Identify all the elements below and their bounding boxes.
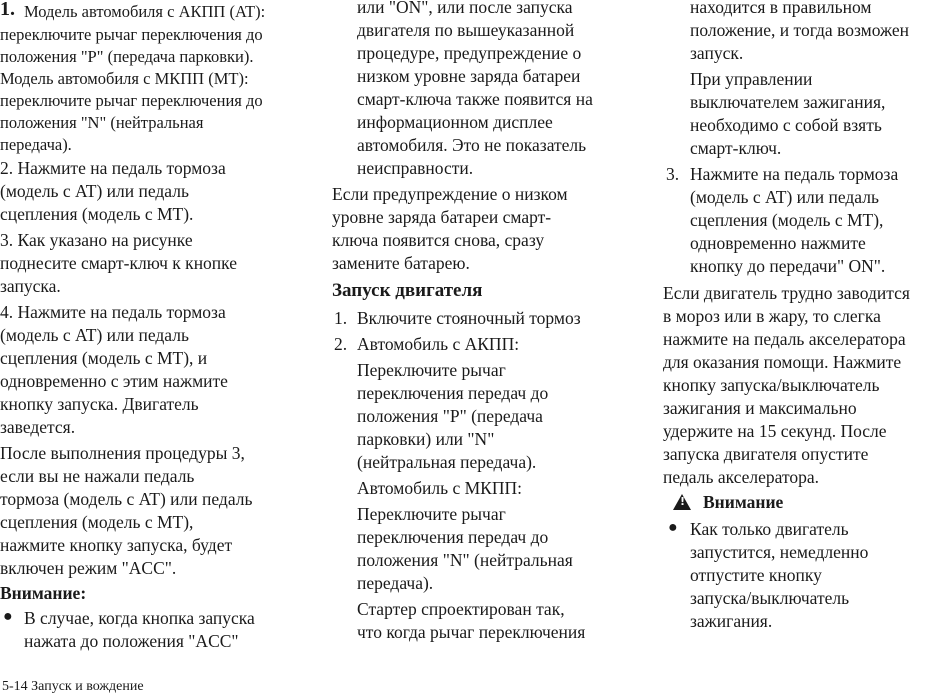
continued-line: процедуре, предупреждение о xyxy=(357,43,582,63)
cold-start-line: педаль акселератора. xyxy=(663,467,820,487)
section-heading: Запуск двигателя xyxy=(332,280,483,301)
mt-instruction-line: Переключите рычаг xyxy=(357,504,506,524)
continued-line: смарт-ключа также появится на xyxy=(357,89,593,109)
continued-line: информационном дисплее xyxy=(357,112,553,132)
caution-bullet-line: запустится, немедленно xyxy=(690,542,869,562)
continued-line: низком уровне заряда батареи xyxy=(357,66,581,86)
battery-warning-line: Если предупреждение о низком xyxy=(332,184,568,204)
item1-number: 1. xyxy=(334,308,348,328)
after-step-line: если вы не нажали педаль xyxy=(0,466,195,486)
continued-line: положение, и тогда возможен xyxy=(690,20,910,40)
mt-instruction-line: передача). xyxy=(357,573,434,593)
after-step-line: нажмите кнопку запуска, будет xyxy=(0,535,233,555)
step1-line: передача). xyxy=(0,135,72,154)
item2-text: Автомобиль с АКПП: xyxy=(357,334,520,354)
item3-line: кнопку до передачи" ON". xyxy=(690,256,886,276)
step4-line: 4. Нажмите на педаль тормоза xyxy=(0,302,226,322)
caution-heading: Внимание xyxy=(703,492,784,512)
mt-instruction-line: положения "N" (нейтральная xyxy=(357,550,573,570)
continued-line: двигателя по вышеуказанной xyxy=(357,20,575,40)
ignition-note-line: При управлении xyxy=(690,69,813,89)
step1-line: положения "P" (передача парковки). xyxy=(0,47,254,66)
step2-line: (модель с AT) или педаль xyxy=(0,181,189,201)
cold-start-line: для оказания помощи. Нажмите xyxy=(663,352,902,372)
item3-line: сцепления (модель с MT), xyxy=(690,210,884,230)
continued-line: запуск. xyxy=(690,43,744,63)
step3-line: 3. Как указано на рисунке xyxy=(0,230,193,250)
battery-warning-line: уровне заряда батареи смарт- xyxy=(332,207,552,227)
at-instruction-line: переключения передач до xyxy=(357,383,549,403)
item1-text: Включите стояночный тормоз xyxy=(357,308,581,328)
page-footer: 5-14 Запуск и вождение xyxy=(2,679,144,694)
cold-start-line: в мороз или в жару, то слегка xyxy=(663,306,881,326)
item2-number: 2. xyxy=(334,334,348,354)
step1-line: Модель автомобиля с АКПП (AT): xyxy=(24,2,266,21)
step4-line: одновременно с этим нажмите xyxy=(0,371,228,391)
step4-line: сцепления (модель с MT), и xyxy=(0,348,208,368)
step2-line: 2. Нажмите на педаль тормоза xyxy=(0,158,226,178)
item3-line: Нажмите на педаль тормоза xyxy=(690,164,899,184)
ignition-note-line: смарт-ключ. xyxy=(690,138,782,158)
at-instruction-line: положения "P" (передача xyxy=(357,406,543,426)
attention-bullet-line: нажата до положения "ACC" xyxy=(24,631,239,651)
step1-line: Модель автомобиля с МКПП (MT): xyxy=(0,69,249,88)
at-instruction-line: (нейтральная передача). xyxy=(357,452,537,472)
starter-line: Стартер спроектирован так, xyxy=(357,599,565,619)
after-step-line: тормоза (модель с AT) или педаль xyxy=(0,489,253,509)
step4-line: заведется. xyxy=(0,417,76,437)
cold-start-line: зажигания и максимально xyxy=(663,398,857,418)
bullet-icon: ● xyxy=(668,519,678,536)
battery-warning-line: ключа появится снова, сразу xyxy=(332,230,545,250)
cold-start-line: нажмите на педаль акселератора xyxy=(663,329,906,349)
step1-line: переключите рычаг переключения до xyxy=(0,25,263,44)
continued-line: автомобиля. Это не показатель xyxy=(357,135,587,155)
step4-line: (модель с AT) или педаль xyxy=(0,325,189,345)
cold-start-line: Если двигатель трудно заводится xyxy=(663,283,910,303)
caution-bullet-line: Как только двигатель xyxy=(690,519,849,539)
ignition-note-line: необходимо с собой взять xyxy=(690,115,882,135)
step1-number: 1. xyxy=(0,0,15,20)
attention-heading: Внимание: xyxy=(0,583,87,603)
continued-line: или "ON", или после запуска xyxy=(357,0,573,17)
after-step-line: После выполнения процедуры 3, xyxy=(0,443,245,463)
after-step-line: сцепления (модель с MT), xyxy=(0,512,194,532)
at-instruction-line: парковки) или "N" xyxy=(357,429,495,449)
item3-line: (модель с AT) или педаль xyxy=(690,187,879,207)
battery-warning-line: замените батарею. xyxy=(332,253,470,273)
attention-bullet-line: В случае, когда кнопка запуска xyxy=(24,608,255,628)
cold-start-line: кнопку запуска/выключатель xyxy=(663,375,880,395)
step3-line: поднесите смарт-ключ к кнопке xyxy=(0,253,238,273)
bullet-icon: ● xyxy=(3,608,13,625)
mt-instruction-line: переключения передач до xyxy=(357,527,549,547)
caution-bullet-line: зажигания. xyxy=(690,611,773,631)
step3-line: запуска. xyxy=(0,276,61,296)
after-step-line: включен режим "ACC". xyxy=(0,558,177,578)
caution-bullet-line: запуска/выключатель xyxy=(690,588,850,608)
continued-line: находится в правильном xyxy=(690,0,872,17)
mt-label: Автомобиль с МКПП: xyxy=(357,478,522,498)
cold-start-line: запуска двигателя опустите xyxy=(663,444,869,464)
at-instruction-line: Переключите рычаг xyxy=(357,360,506,380)
starter-line: что когда рычаг переключения xyxy=(357,622,586,642)
ignition-note-line: выключателем зажигания, xyxy=(690,92,886,112)
cold-start-line: удержите на 15 секунд. После xyxy=(663,421,887,441)
step4-line: кнопку запуска. Двигатель xyxy=(0,394,199,414)
item3-number: 3. xyxy=(666,164,680,184)
step2-line: сцепления (модель с MT). xyxy=(0,204,194,224)
step1-line: переключите рычаг переключения до xyxy=(0,91,263,110)
warning-icon xyxy=(673,494,691,510)
continued-line: неисправности. xyxy=(357,158,474,178)
step1-line: положения "N" (нейтральная xyxy=(0,113,204,132)
item3-line: одновременно нажмите xyxy=(690,233,866,253)
caution-bullet-line: отпустите кнопку xyxy=(690,565,822,585)
